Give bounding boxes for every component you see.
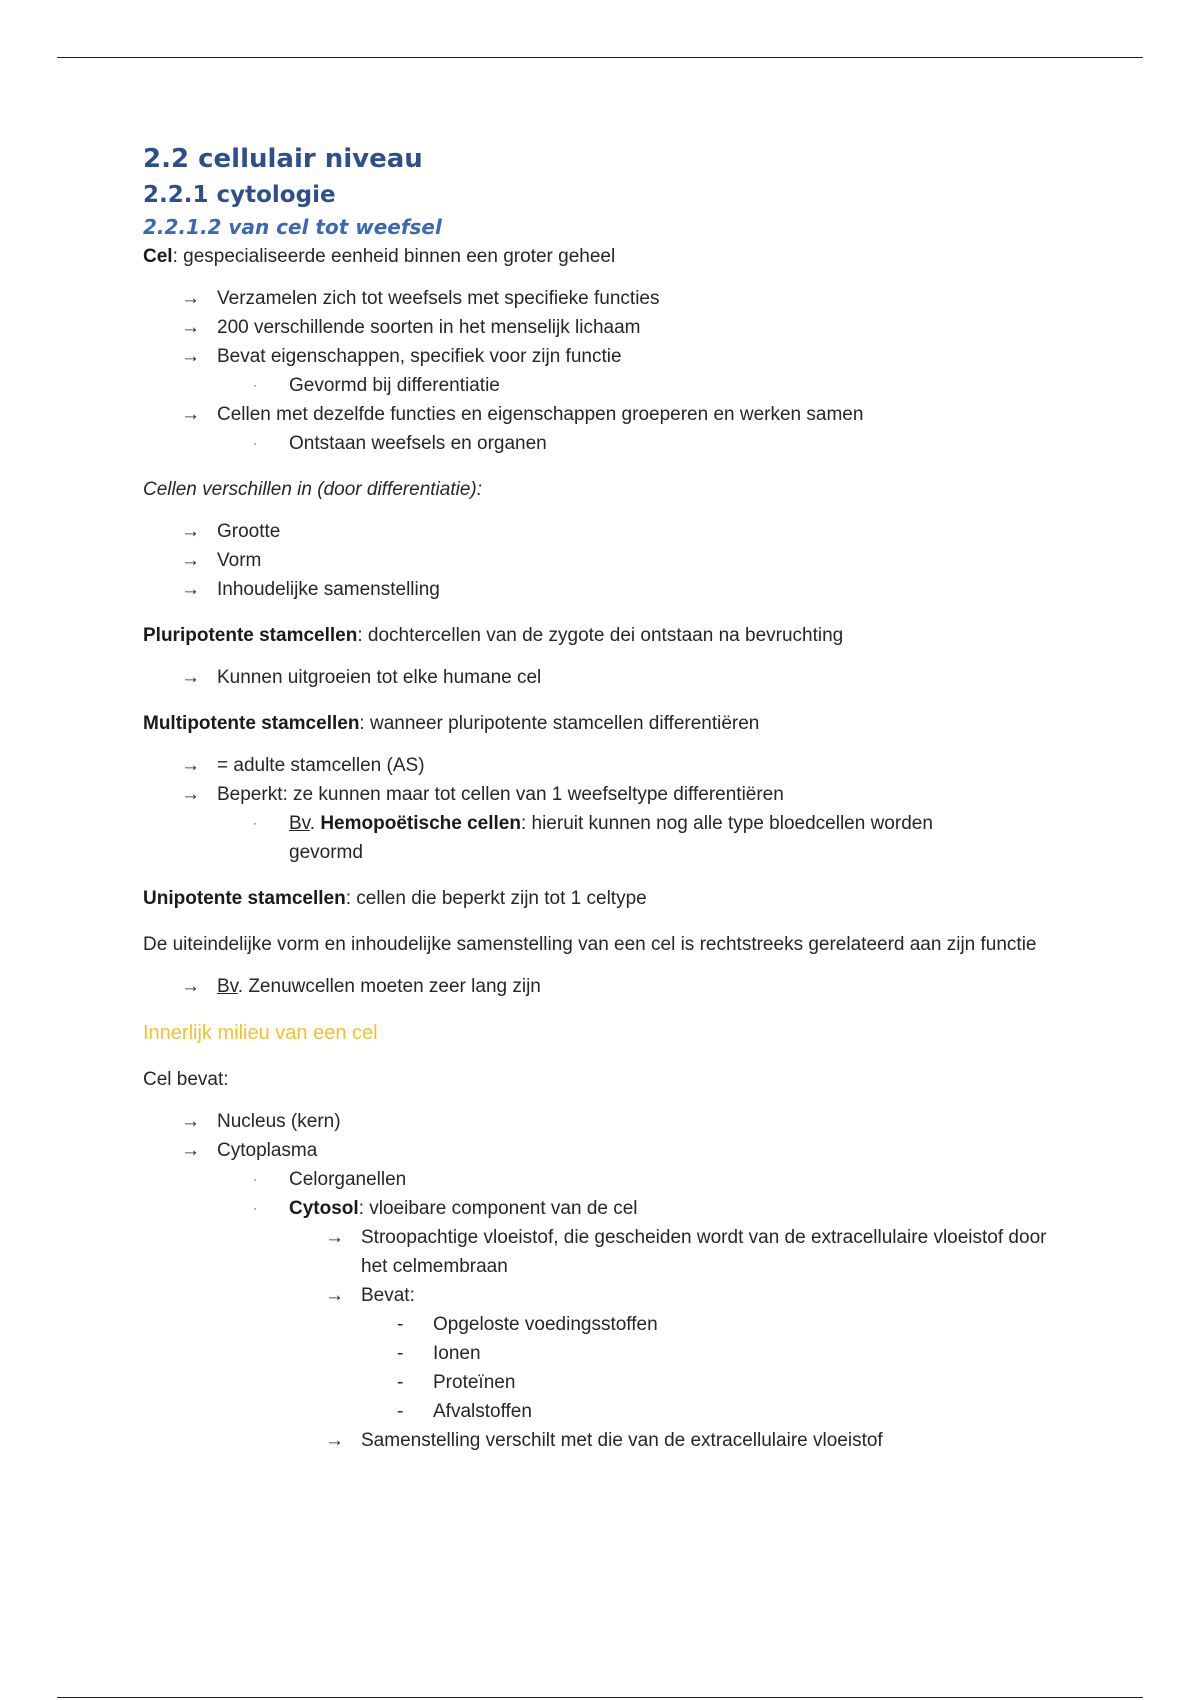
arrow-icon: → (181, 667, 200, 688)
milieu-intro: Cel bevat: (143, 1069, 229, 1090)
uni-definition: Unipotente stamcellen: cellen die beperkt zijn tot 1 celtype (143, 888, 647, 909)
dash-icon: - (397, 1401, 404, 1422)
list-subitem: · Gevormd bij differentiatie (143, 371, 1063, 400)
list-subitem: · Celorganellen (143, 1165, 1063, 1194)
list-item: → Inhoudelijke samenstelling (143, 575, 1063, 604)
bullet-dot-icon: · (253, 816, 257, 830)
list-item: → Grootte (143, 517, 1063, 546)
vorm-paragraph: De uiteindelijke vorm en inhoudelijke samenstelling van een cel is rechtstreeks gerelateerd aan zijn functie (143, 934, 1037, 955)
dash-icon: - (397, 1343, 404, 1364)
heading-level-1: 2.2 cellulair niveau (143, 144, 423, 174)
arrow-icon: → (181, 317, 200, 338)
arrow-icon: → (181, 784, 200, 805)
arrow-icon: → (325, 1227, 344, 1248)
arrow-icon: → (181, 404, 200, 425)
term-cel: Cel (143, 246, 173, 267)
multi-definition: Multipotente stamcellen: wanneer pluripotente stamcellen differentiëren (143, 713, 760, 734)
cel-definition (143, 242, 1063, 271)
arrow-icon: → (181, 288, 200, 309)
arrow-icon: → (181, 521, 200, 542)
arrow-icon: → (181, 976, 200, 997)
arrow-icon: → (181, 346, 200, 367)
list-item: → 200 verschillende soorten in het menselijk lichaam (143, 313, 1063, 342)
arrow-icon: → (181, 1111, 200, 1132)
list-item: → Vorm (143, 546, 1063, 575)
list-subitem: - Afvalstoffen (143, 1397, 1063, 1426)
list-item: → Cellen met dezelfde functies en eigenschappen groeperen en werken samen (143, 400, 1063, 429)
list-item: → Bevat eigenschappen, specifiek voor zijn functie (143, 342, 1063, 371)
pluri-definition: Pluripotente stamcellen: dochtercellen van de zygote dei ontstaan na bevruchting (143, 625, 844, 646)
footer-rule (57, 1697, 1143, 1698)
dash-icon: - (397, 1314, 404, 1335)
def-cel: : gespecialiseerde eenheid binnen een groter geheel (172, 246, 616, 267)
arrow-icon: → (325, 1430, 344, 1451)
list-subitem: → Bevat: (143, 1281, 1063, 1310)
arrow-icon: → (181, 579, 200, 600)
list-item: → Bv. Zenuwcellen moeten zeer lang zijn (143, 972, 1063, 1001)
arrow-icon: → (181, 550, 200, 571)
bullet-dot-icon: · (253, 378, 257, 392)
arrow-icon: → (181, 1140, 200, 1161)
list-item: → = adulte stamcellen (AS) (143, 751, 1063, 780)
heading-level-3: 2.2.1.2 van cel tot weefsel (143, 215, 442, 239)
list-subitem: - Opgeloste voedingsstoffen (143, 1310, 1063, 1339)
bullet-dot-icon: · (253, 436, 257, 450)
arrow-icon: → (325, 1285, 344, 1306)
list-subitem: - Proteïnen (143, 1368, 1063, 1397)
list-subitem: → Stroopachtige vloeistof, die gescheiden wordt van de extracellulaire vloeistof door het celmembraan (143, 1223, 1063, 1281)
list-item: → Beperkt: ze kunnen maar tot cellen van 1 weefseltype differentiëren (143, 780, 1063, 809)
verschillen-intro: Cellen verschillen in (door differentiatie): (143, 479, 482, 500)
list-subitem: · Ontstaan weefsels en organen (143, 429, 1063, 458)
list-item: → Nucleus (kern) (143, 1107, 1063, 1136)
milieu-heading: Innerlijk milieu van een cel (143, 1022, 378, 1044)
list-subitem: · Bv. Hemopoëtische cellen: hieruit kunnen nog alle type bloedcellen worden gevormd (143, 809, 1063, 867)
dash-icon: - (397, 1372, 404, 1393)
list-subitem: → Samenstelling verschilt met die van de extracellulaire vloeistof (143, 1426, 1063, 1455)
bullet-dot-icon: · (253, 1172, 257, 1186)
header-rule (57, 57, 1143, 58)
list-item: → Verzamelen zich tot weefsels met specifieke functies (143, 284, 1063, 313)
list-item: → Cytoplasma (143, 1136, 1063, 1165)
list-subitem: · Cytosol: vloeibare component van de cel (143, 1194, 1063, 1223)
list-item: → Kunnen uitgroeien tot elke humane cel (143, 663, 1063, 692)
bullet-dot-icon: · (253, 1201, 257, 1215)
arrow-icon: → (181, 755, 200, 776)
document-page (143, 140, 1063, 1455)
list-subitem: - Ionen (143, 1339, 1063, 1368)
heading-level-2: 2.2.1 cytologie (143, 182, 336, 208)
